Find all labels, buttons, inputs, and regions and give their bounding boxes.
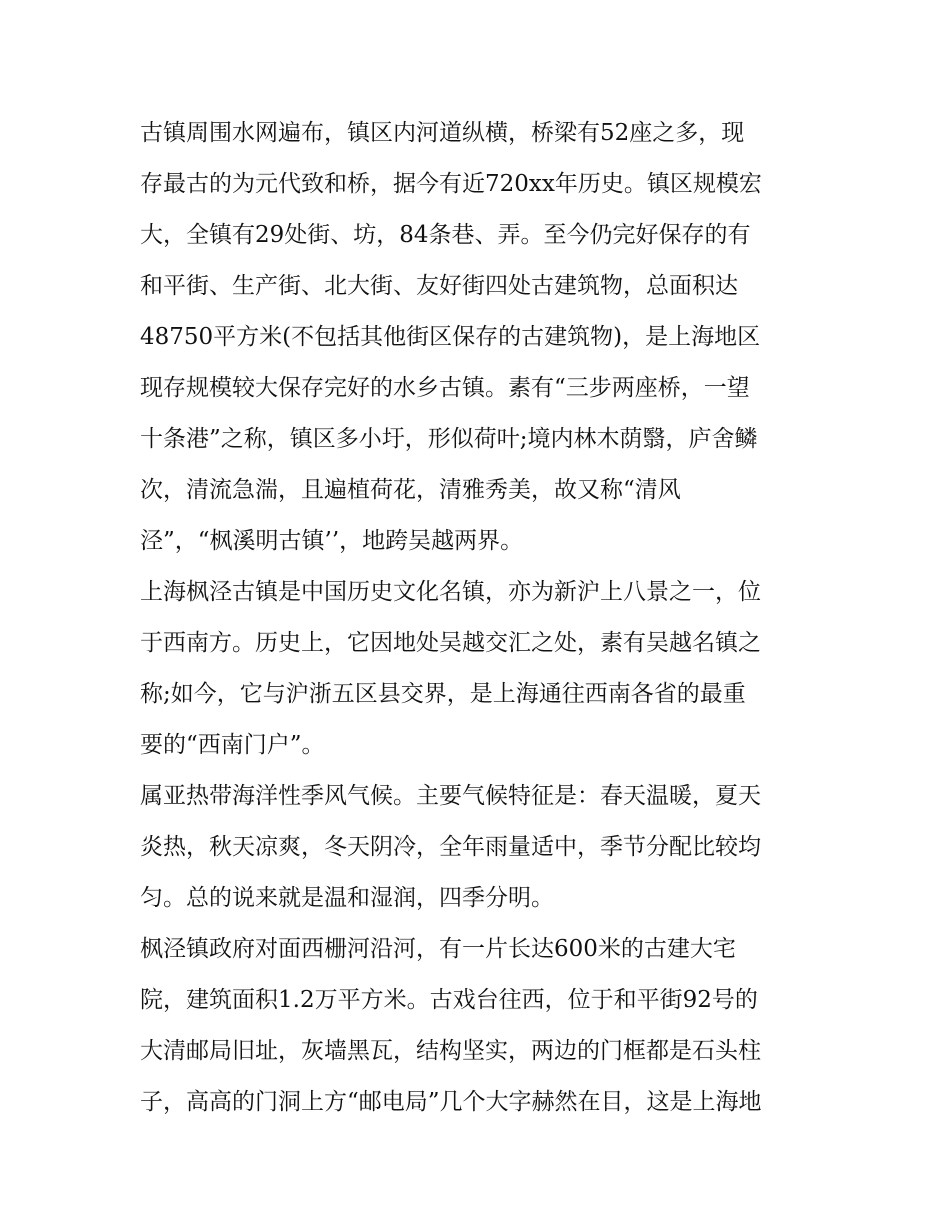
text-line: 属亚热带海洋性季风气候。主要气候特征是：春天温暖，夏天 [140, 783, 761, 809]
paragraph-post-office [140, 924, 820, 1128]
text-line: 48750平方米(不包括其他街区保存的古建筑物)，是上海地区 [140, 324, 761, 350]
text-line: 次，清流急湍，且遍植荷花，清雅秀美，故又称“清风 [140, 477, 681, 503]
text-line: 现存规模较大保存完好的水乡古镇。素有“三步两座桥，一望 [140, 375, 750, 401]
text-line: 于西南方。历史上，它因地处吴越交汇之处，素有吴越名镇之 [140, 630, 761, 656]
text-line: 古镇周围水网遍布，镇区内河道纵横，桥梁有52座之多，现 [140, 120, 745, 146]
paragraph-climate [140, 771, 820, 924]
text-line: 和平街、生产街、北大街、友好街四处古建筑物，总面积达 [140, 273, 738, 299]
paragraph-history [140, 567, 820, 771]
text-line: 要的“西南门户”。 [140, 732, 325, 758]
text-line: 枫泾镇政府对面西栅河沿河，有一片长达600米的古建大宅 [140, 936, 736, 962]
text-line: 炎热，秋天凉爽，冬天阴冷，全年雨量适中，季节分配比较均 [140, 834, 761, 860]
text-line: 大，全镇有29处街、坊，84条巷、弄。至今仍完好保存的有 [140, 222, 751, 248]
text-line: 存最古的为元代致和桥，据今有近720xx年历史。镇区规模宏 [140, 171, 762, 197]
paragraph-canals [140, 108, 820, 567]
text-line: 泾”，“枫溪明古镇’’，地跨吴越两界。 [140, 528, 524, 554]
text-line: 匀。总的说来就是温和湿润，四季分明。 [140, 885, 554, 911]
text-line: 上海枫泾古镇是中国历史文化名镇，亦为新沪上八景之一，位 [140, 579, 761, 605]
text-line: 大清邮局旧址，灰墙黑瓦，结构坚实，两边的门框都是石头柱 [140, 1038, 761, 1064]
text-line: 十条港”之称，镇区多小圩，形似荷叶;境内林木荫翳，庐舍鳞 [140, 426, 758, 452]
text-line: 院，建筑面积1.2万平方米。古戏台往西，位于和平街92号的 [140, 987, 758, 1013]
text-line: 子，高高的门洞上方“邮电局”几个大字赫然在目，这是上海地 [140, 1089, 762, 1115]
text-line: 称;如今，它与沪浙五区县交界，是上海通往西南各省的最重 [140, 681, 746, 707]
document-body [140, 108, 820, 1128]
